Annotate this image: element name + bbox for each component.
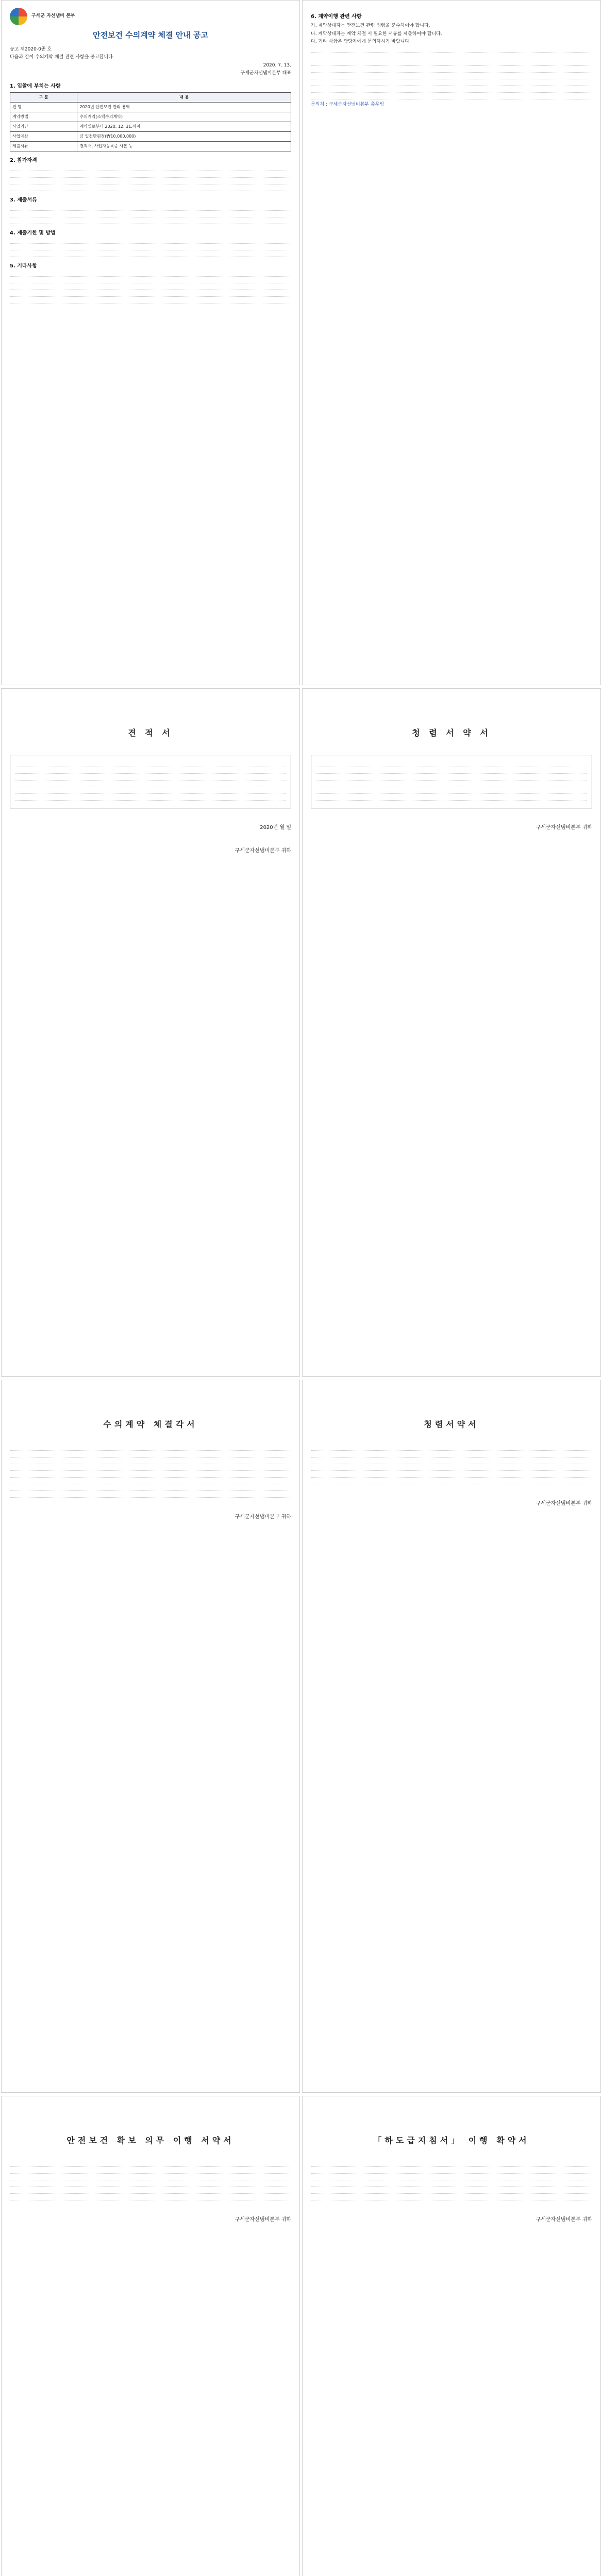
form-body [311,755,592,808]
notice-title: 안전보건 수의계약 체결 안내 공고 [93,30,208,40]
signature-recipient: 구세군자선냄비본부 귀하 [536,1501,592,1506]
section-heading-6: 6. 계약이행 관련 사항 [311,14,362,20]
notice-page-2 [302,0,601,685]
salvation-army-logo-icon [10,8,27,25]
signature-recipient: 구세군자선냄비본부 귀하 [536,2217,592,2223]
signature-recipient: 구세군자선냄비본부 귀하 [235,848,291,854]
note-item: 나. 계약상대자는 계약 체결 시 필요한 서류를 제출하여야 합니다. [311,31,442,37]
intro-text: 다음과 같이 수의계약 체결 관련 사항을 공고합니다. [10,55,114,60]
form-title: 「하도급지침서」 이행 확약서 [373,2136,530,2145]
signature-recipient: 구세군자선냄비본부 귀하 [536,825,592,831]
notice-date: 2020. 7. 13. [263,62,291,68]
table-header: 내 용 [77,92,291,102]
date-sign: 2020년 월 일 [260,825,291,831]
table-row: 제출서류 견적서, 사업자등록증 사본 등 [10,141,291,151]
form-title: 청렴서약서 [424,1419,479,1429]
table-header: 구 분 [10,92,77,102]
form-body [311,1446,592,1484]
form-title: 수의계약 체결각서 [103,1419,198,1429]
table-row: 건 명 2020년 안전보건 관리 용역 [10,102,291,112]
notice-number: 공고 제2020-0종 호 [10,46,52,52]
section-body [311,48,592,99]
org-logo [10,8,291,25]
section-heading-2: 2. 참가자격 [10,157,37,163]
form-title: 안전보건 확보 의무 이행 서약서 [66,2136,235,2145]
org-name: 구세군 자선냄비 본부 [31,13,75,19]
table-row: 계약방법 수의계약(소액수의계약) [10,112,291,122]
contract-info-table [10,92,291,151]
section-heading-3: 3. 제출서류 [10,197,37,203]
issuer-name: 구세군자선냄비본부 대표 [240,71,291,76]
table-row: 사업예산 금 일천만원정(₩10,000,000) [10,131,291,141]
form-page-quote [1,688,300,1377]
signature-recipient: 구세군자선냄비본부 귀하 [235,1514,291,1520]
form-body [10,755,291,808]
signature-recipient: 구세군자선냄비본부 귀하 [235,2217,291,2223]
section-body [10,272,291,303]
form-page-integrity [302,688,601,1377]
section-heading-1: 1. 입찰에 부치는 사항 [10,83,61,89]
table-row: 사업기간 계약일로부터 2020. 12. 31.까지 [10,122,291,131]
form-page-subcontract [302,2096,601,2576]
note-item: 다. 기타 사항은 담당자에게 문의하시기 바랍니다. [311,39,411,44]
form-title: 청 렴 서 약 서 [412,728,491,738]
form-page-safety [1,2096,300,2576]
form-page-contract-memo [1,1380,300,2093]
form-body [311,2162,592,2200]
notice-page-1 [1,0,300,685]
form-title: 견 적 서 [128,728,173,738]
section-body [10,206,291,224]
form-body [10,2162,291,2200]
section-body [10,239,291,257]
contact-info: 문의처 : 구세군자선냄비본부 총무팀 [311,101,384,107]
section-heading-4: 4. 제출기한 및 방법 [10,230,56,236]
section-heading-5: 5. 기타사항 [10,263,37,269]
form-page-integrity-2 [302,1380,601,2093]
note-item: 가. 계약상대자는 안전보건 관련 법령을 준수하여야 합니다. [311,23,430,28]
section-body [10,166,291,191]
form-body [10,1446,291,1498]
